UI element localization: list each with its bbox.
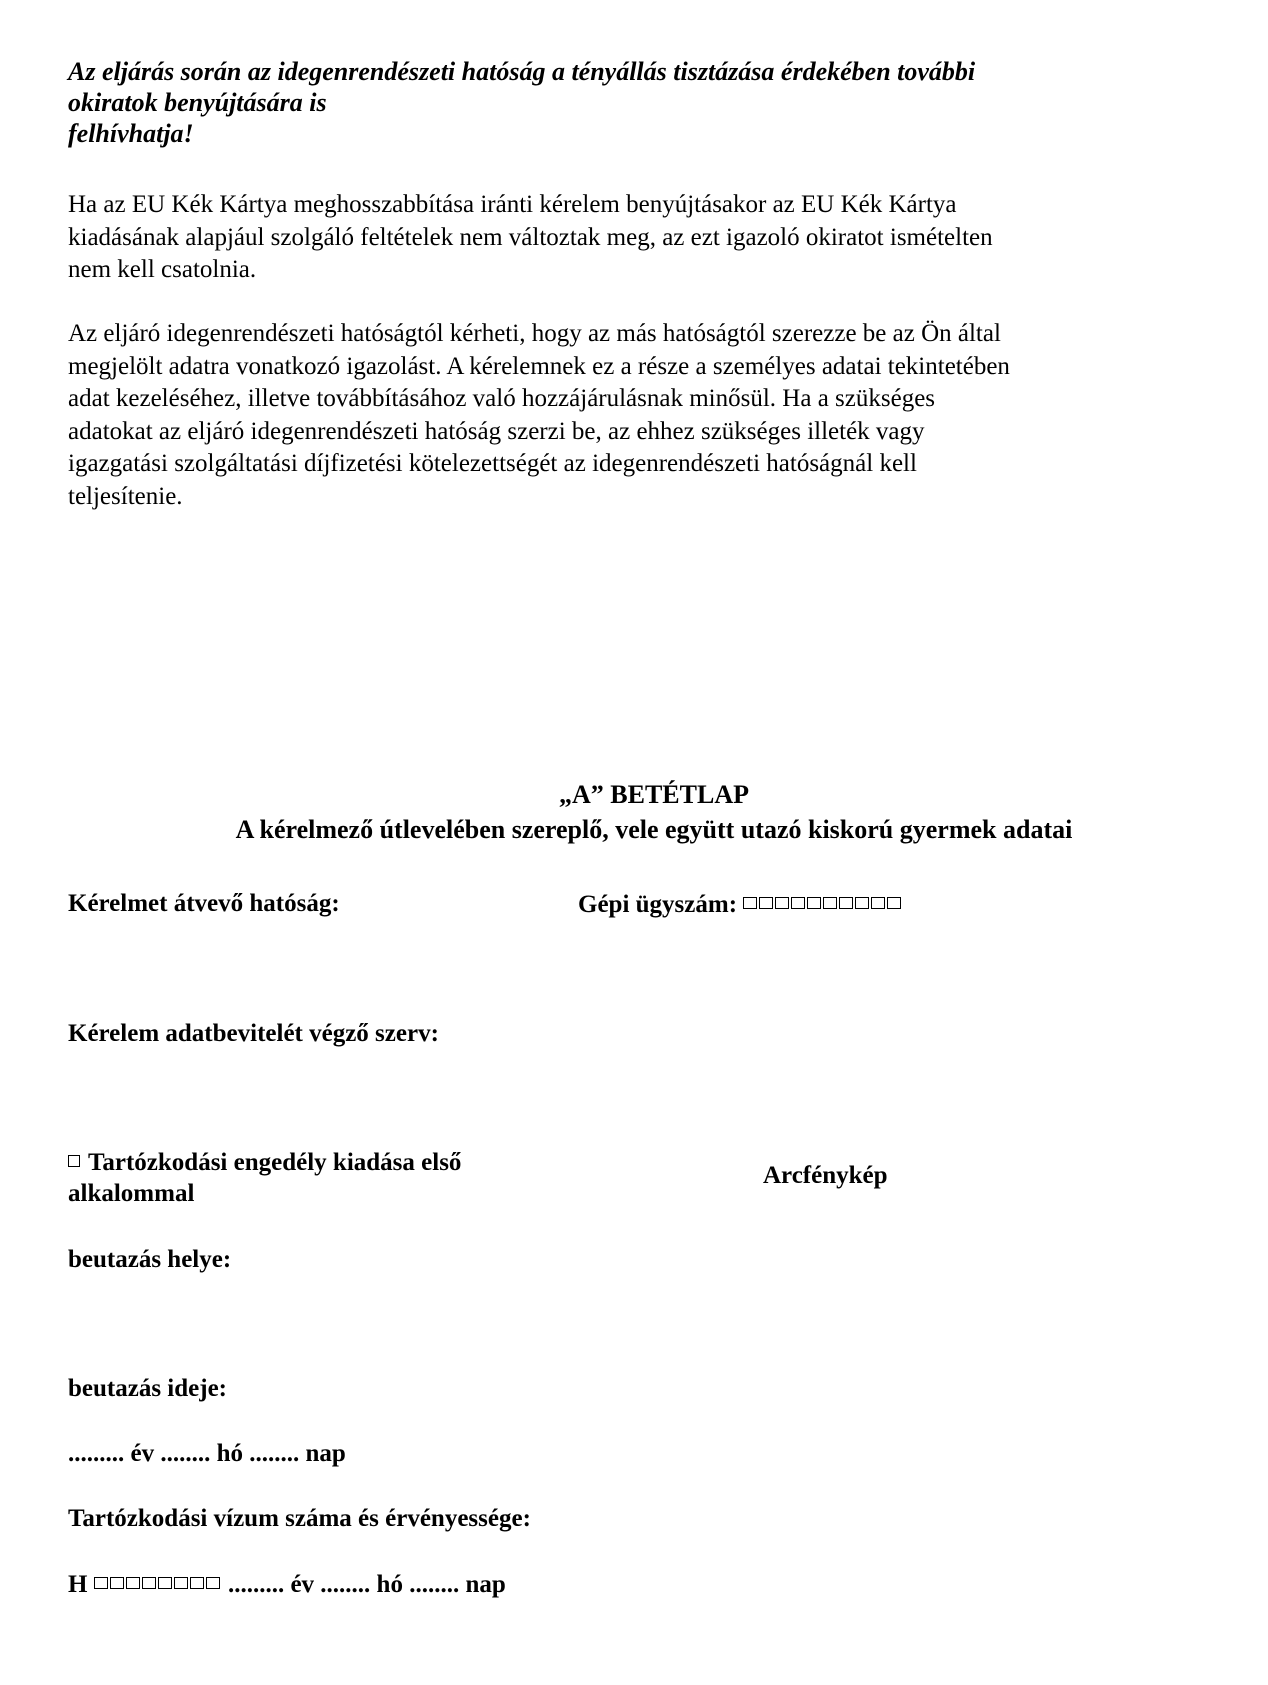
visa-label: Tartózkodási vízum száma és érvényessége:	[68, 1505, 531, 1532]
character-box[interactable]	[743, 897, 757, 909]
visa-number-boxes[interactable]	[94, 1568, 222, 1599]
case-number-boxes[interactable]	[743, 888, 903, 919]
notice-line: Az eljárás során az idegenrendészeti hatóság a tényállás tisztázása érdekében további	[68, 57, 976, 86]
paragraph-line: kiadásának alapjául szolgáló feltételek nem változtak meg, az ezt igazoló okiratot ismételten	[68, 223, 993, 251]
visa-prefix: H	[68, 1571, 88, 1598]
character-box[interactable]	[807, 897, 821, 909]
first-permit-label-line2: alkalommal	[68, 1180, 195, 1207]
receiving-authority-label: Kérelmet átvevő hatóság:	[68, 890, 340, 917]
paragraph-line: Ha az EU Kék Kártya meghosszabbítása iránti kérelem benyújtásakor az EU Kék Kártya	[68, 191, 957, 218]
notice-line: okiratok benyújtására is	[68, 88, 327, 117]
visa-date-line: ......... év ........ hó ........ nap	[227, 1571, 506, 1598]
character-box[interactable]	[871, 897, 885, 909]
character-box[interactable]	[94, 1577, 108, 1589]
first-permit-label-line1: Tartózkodási engedély kiadása első	[88, 1149, 462, 1176]
entry-place-label: beutazás helye:	[68, 1246, 232, 1273]
character-box[interactable]	[206, 1577, 220, 1589]
first-permit-checkbox[interactable]	[68, 1155, 80, 1167]
notice-text	[68, 56, 1148, 149]
entry-date-line: ......... év ........ hó ........ nap	[68, 1440, 346, 1467]
character-box[interactable]	[759, 897, 773, 909]
photo-label: Arcfénykép	[763, 1162, 888, 1189]
paragraph-line: Az eljáró idegenrendészeti hatóságtól kérheti, hogy az más hatóságtól szerezze be az Ön által	[68, 320, 1001, 347]
character-box[interactable]	[823, 897, 837, 909]
paragraph-line: nem kell csatolnia.	[68, 256, 257, 283]
paragraph-line: igazgatási szolgáltatási díjfizetési kötelezettségét az idegenrendészeti hatóságnál kell	[68, 450, 917, 477]
paragraph-line: megjelölt adatra vonatkozó igazolást. A kérelemnek ez a része a személyes adatai tekintetében	[68, 352, 1010, 380]
character-box[interactable]	[791, 897, 805, 909]
character-box[interactable]	[839, 897, 853, 909]
character-box[interactable]	[855, 897, 869, 909]
section-subtitle: A kérelmező útlevelében szereplő, vele együtt utazó kiskorú gyermek adatai	[235, 815, 1073, 844]
paragraph-renewal	[68, 189, 1158, 287]
section-title: „A” BETÉTLAP	[559, 780, 749, 809]
character-box[interactable]	[190, 1577, 204, 1589]
character-box[interactable]	[174, 1577, 188, 1589]
notice-line: felhívhatja!	[68, 119, 194, 148]
character-box[interactable]	[775, 897, 789, 909]
character-box[interactable]	[887, 897, 901, 909]
first-permit-option	[68, 1147, 461, 1178]
case-number-field	[578, 888, 903, 920]
visa-number-field	[68, 1568, 506, 1600]
character-box[interactable]	[126, 1577, 140, 1589]
paragraph-consent	[68, 318, 1158, 513]
data-entry-authority-label: Kérelem adatbevitelét végző szerv:	[68, 1020, 439, 1047]
entry-date-label: beutazás ideje:	[68, 1375, 227, 1402]
character-box[interactable]	[110, 1577, 124, 1589]
character-box[interactable]	[158, 1577, 172, 1589]
case-number-label: Gépi ügyszám:	[578, 891, 738, 918]
paragraph-line: adatokat az eljáró idegenrendészeti hatóság szerzi be, az ehhez szükséges illeték vagy	[68, 417, 925, 445]
paragraph-line: adat kezeléséhez, illetve továbbításához való hozzájárulásnak minősül. Ha a szükséges	[68, 385, 936, 412]
paragraph-line: teljesítenie.	[68, 482, 183, 510]
character-box[interactable]	[142, 1577, 156, 1589]
